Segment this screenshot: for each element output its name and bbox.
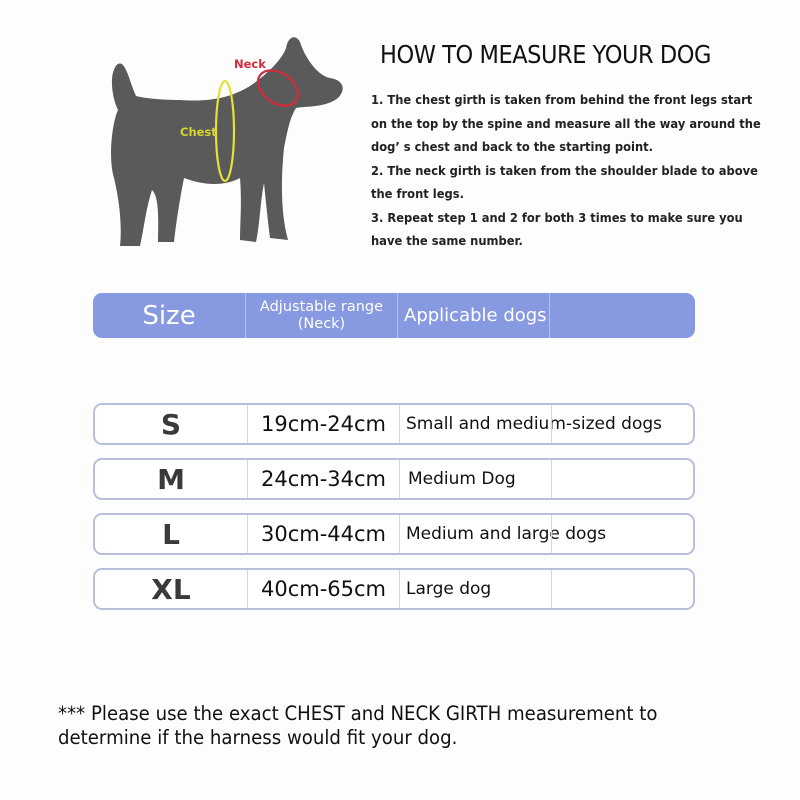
range-value: 40cm-65cm: [260, 577, 387, 601]
dogs-value: Medium and large dogs: [406, 524, 607, 544]
dog-silhouette-icon: [100, 28, 350, 253]
range-cell: [247, 515, 399, 553]
instruction-line: 1. The chest girth is taken from behind the front legs start: [371, 92, 753, 107]
dogs-value: Medium Dog: [408, 469, 516, 489]
table-row: [93, 513, 695, 555]
instruction-line: 3. Repeat step 1 and 2 for both 3 times to make sure you: [371, 209, 743, 225]
dogs-cell: [399, 570, 551, 608]
dogs-value: Small and medium-sized dogs: [406, 414, 663, 434]
header-range: [245, 293, 397, 338]
header-empty: [549, 293, 695, 338]
range-cell: [247, 460, 399, 498]
range-value: 19cm-24cm: [260, 412, 387, 436]
instruction-line: on the top by the spine and measure all the way around the: [371, 115, 761, 131]
dogs-value: Large dog: [406, 579, 492, 599]
empty-cell: [551, 460, 693, 498]
size-cell: [95, 460, 247, 498]
table-row: [93, 568, 695, 610]
dogs-cell: [399, 460, 551, 498]
instruction-line: 2. The neck girth is taken from the shoulder blade to above: [371, 162, 758, 178]
header-dogs: [397, 293, 549, 338]
header-size: [93, 293, 245, 338]
measure-instructions: [371, 88, 771, 253]
page-title: HOW TO MEASURE YOUR DOG: [380, 40, 712, 69]
size-label: L: [162, 517, 180, 551]
size-label: M: [157, 462, 185, 496]
chest-label: Chest: [180, 125, 217, 139]
range-value: 30cm-44cm: [260, 522, 387, 546]
range-value: 24cm-34cm: [260, 467, 387, 491]
fit-note-line2: determine if the harness would fit your dog.: [58, 726, 458, 749]
header-size-label: Size: [142, 300, 196, 331]
size-label: XL: [151, 572, 191, 606]
dog-measurement-diagram: [100, 28, 350, 253]
header-dogs-label: Applicable dogs: [404, 305, 547, 326]
empty-cell: [551, 405, 693, 443]
dogs-cell: [399, 515, 607, 553]
range-cell: [247, 570, 399, 608]
table-row: [93, 403, 695, 445]
header-range-line2: (Neck): [297, 315, 346, 332]
size-cell: [95, 405, 247, 443]
instruction-line: the front legs.: [371, 186, 464, 201]
dogs-cell: [399, 405, 663, 443]
fit-note: [58, 702, 658, 750]
header-range-label: [260, 299, 383, 333]
size-label: S: [160, 407, 182, 441]
instruction-line: dog’ s chest and back to the starting point.: [371, 139, 654, 154]
empty-cell: [551, 570, 693, 608]
instruction-line: have the same number.: [371, 233, 523, 248]
range-cell: [247, 405, 399, 443]
header-range-line1: Adjustable range: [259, 298, 384, 315]
table-row: [93, 458, 695, 500]
size-cell: [95, 515, 247, 553]
empty-cell: [551, 515, 693, 553]
neck-label: Neck: [234, 57, 266, 71]
fit-note-line1: *** Please use the exact CHEST and NECK GIRTH measurement to: [58, 702, 658, 725]
size-table-header: [93, 293, 695, 338]
size-cell: [95, 570, 247, 608]
